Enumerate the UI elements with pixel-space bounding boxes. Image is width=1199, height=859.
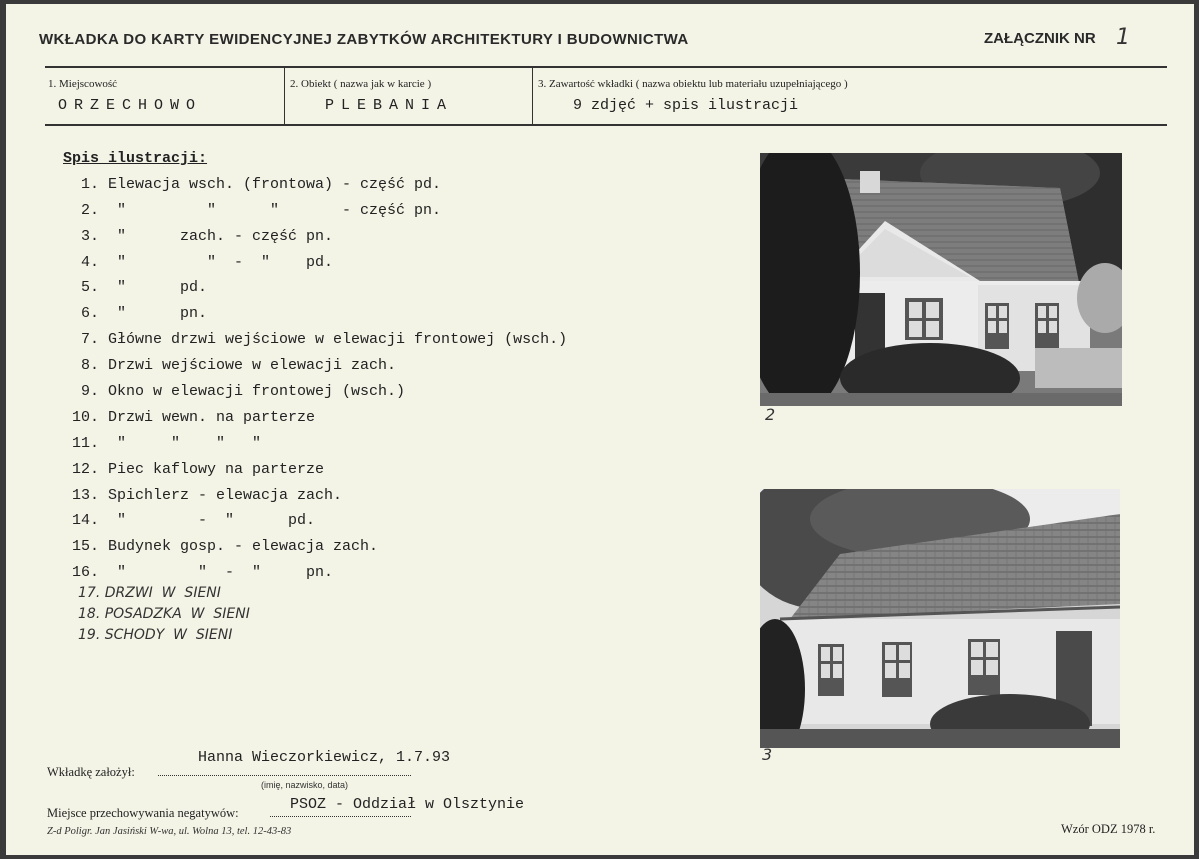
- founder-dotted-line: [158, 775, 411, 776]
- attachment-number: 1: [1116, 25, 1130, 50]
- photo-rectory-east-facade-image: [760, 153, 1122, 406]
- field-2-label: 2. Obiekt ( nazwa jak w karcie ): [290, 78, 432, 90]
- fields-top-rule: [45, 66, 1167, 68]
- list-item: 10. Drzwi wewn. na parterze: [63, 408, 316, 426]
- field-3-value: 9 zdjęć + spis ilustracji: [573, 97, 799, 114]
- photo-rectory-west-facade: [760, 489, 1120, 748]
- list-item: 6. " pn.: [63, 305, 208, 323]
- founder-hint: (imię, nazwisko, data): [261, 780, 349, 790]
- list-item: 9. Okno w elewacji frontowej (wsch.): [63, 383, 406, 401]
- fields-bottom-rule: [45, 124, 1167, 126]
- founder-label: Wkładkę założył:: [47, 765, 135, 779]
- photo-label-top: 2: [765, 405, 776, 424]
- list-item: 12. Piec kaflowy na parterze: [63, 460, 325, 478]
- storage-label: Miejsce przechowywania negatywów:: [47, 806, 239, 820]
- field-2-value: PLEBANIA: [325, 97, 454, 114]
- list-item: 1. Elewacja wsch. (frontowa) - część pd.: [63, 175, 442, 193]
- illustration-list-title: Spis ilustracji:: [63, 150, 208, 167]
- list-item: 5. " pd.: [63, 279, 208, 297]
- photo-rectory-east-facade: [760, 153, 1122, 406]
- form-title: WKŁADKA DO KARTY EWIDENCYJNEJ ZABYTKÓW ARCHITEKTURY I BUDOWNICTWA: [39, 31, 689, 48]
- fields-divider-1: [284, 68, 285, 124]
- photo-rectory-west-facade-image: [760, 489, 1120, 748]
- list-item: 16. " " - " pn.: [63, 564, 334, 582]
- handwritten-list-item: 17. DRZWI W SIENI: [78, 585, 221, 601]
- list-item: 11. " " " ": [63, 434, 262, 452]
- photo-label-bottom: 3: [762, 745, 773, 764]
- list-item: 15. Budynek gosp. - elewacja zach.: [63, 538, 379, 556]
- list-item: 8. Drzwi wejściowe w elewacji zach.: [63, 357, 397, 375]
- storage-dotted-line: [270, 816, 411, 817]
- field-1-label: 1. Miejscowość: [48, 78, 118, 90]
- field-3-label: 3. Zawartość wkładki ( nazwa obiektu lub materiału uzupełniającego ): [538, 78, 848, 90]
- list-item: 4. " " - " pd.: [63, 253, 334, 271]
- storage-value: PSOZ - Oddział w Olsztynie: [290, 796, 525, 813]
- attachment-label: ZAŁĄCZNIK NR: [984, 30, 1096, 47]
- list-item: 7. Główne drzwi wejściowe w elewacji frontowej (wsch.): [63, 331, 568, 349]
- form-code: Wzór ODZ 1978 r.: [1061, 822, 1156, 836]
- list-item: 13. Spichlerz - elewacja zach.: [63, 486, 343, 504]
- field-1-value: ORZECHOWO: [58, 97, 203, 114]
- printer-info: Z-d Poligr. Jan Jasiński W-wa, ul. Wolna 13, tel. 12-43-83: [47, 826, 292, 837]
- list-item: 3. " zach. - część pn.: [63, 227, 334, 245]
- illustration-list: [63, 146, 567, 586]
- founder-value: Hanna Wieczorkiewicz, 1.7.93: [198, 749, 451, 766]
- handwritten-list-item: 19. SCHODY W SIENI: [78, 627, 233, 643]
- list-item: 2. " " " - część pn.: [63, 201, 442, 219]
- fields-divider-2: [532, 68, 533, 124]
- handwritten-list-item: 18. POSADZKA W SIENI: [78, 606, 250, 622]
- list-item: 14. " - " pd.: [63, 512, 316, 530]
